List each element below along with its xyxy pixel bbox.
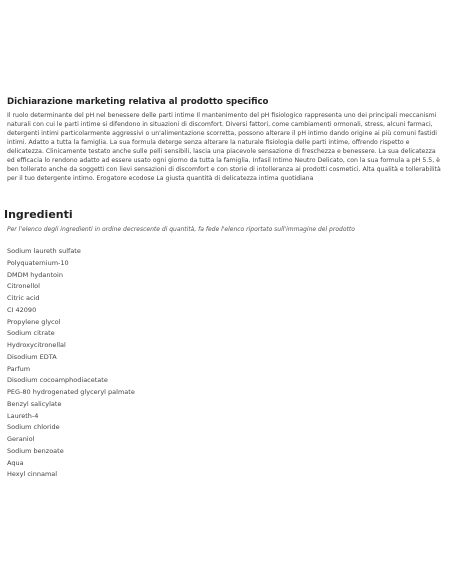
ingredient-item: Disodium cocoamphodiacetate bbox=[7, 376, 108, 385]
ingredient-item: PEG-80 hydrogenated glyceryl palmate bbox=[7, 388, 135, 396]
ingredient-item: Sodium benzoate bbox=[7, 446, 64, 455]
ingredients-section bbox=[4, 207, 444, 481]
ingredient-item: Laureth-4 bbox=[7, 411, 39, 420]
ingredient-item: Benzyl salicylate bbox=[7, 399, 62, 408]
ingredient-item: Sodium laureth sulfate bbox=[7, 247, 81, 255]
marketing-title: Dichiarazione marketing relativa al prodotto specifico bbox=[7, 97, 269, 107]
ingredient-item: Hydroxycitronellal bbox=[7, 341, 66, 349]
ingredients-note: Per l'elenco degli ingredienti in ordine decrescente di quantità, fa fede l'elenco riportato sull'immagine del prodotto bbox=[7, 226, 355, 233]
ingredient-item: Polyquaternium-10 bbox=[7, 258, 69, 267]
marketing-section bbox=[7, 97, 445, 183]
marketing-text: Il ruolo determinante del pH nel benessere delle parti intime Il mantenimento del pH fisiologico rappresenta uno dei principali meccanismi naturali con cui le parti intime si difendono in situazioni di discomfort. Diversi fattori, come cambiamenti ormonali, stress, alcuni farmaci, detergenti intimi particolarmente aggressivi o un'alimentazione scorretta, possono alterare il pH intimo dando origine ai più comuni fastidi intimi. Adatto a tutta la famiglia. La sua formula deterge senza alterare la naturale fisiologia delle parti intime, offrendo rispetto e delicatezza. Clinicamente testato anche sulle pelli sensibili, lascia una piacevole sensazione di freschezza e benessere. La sua delicatezza ed efficacia lo rendono adatto ad essere usato ogni giorno da tutta la famiglia. Infasil Intimo Neutro Delicato, con la sua formula a pH 5.5, è ben tollerato anche da soggetti con lievi sensazioni di discomfort e con storie di intolleranza ai prodotti cosmetici. Alta qualità e tollerabilità per il tuo detergente intimo. Erogatore ecodose La giusta quantità di delicatezza intima quotidiana bbox=[7, 112, 441, 182]
ingredient-item: Aqua bbox=[7, 458, 24, 467]
ingredients-title: Ingredienti bbox=[4, 208, 73, 221]
ingredients-list bbox=[7, 246, 444, 481]
ingredient-item: Citric acid bbox=[7, 294, 40, 302]
ingredient-item: CI 42090 bbox=[7, 305, 37, 314]
ingredient-item: Citronellol bbox=[7, 282, 40, 291]
ingredient-item: DMDM hydantoin bbox=[7, 270, 63, 279]
ingredient-item: Hexyl cinnamal bbox=[7, 470, 58, 479]
ingredient-item: Parfum bbox=[7, 364, 31, 373]
ingredient-item: Geraniol bbox=[7, 435, 35, 443]
ingredient-item: Propylene glycol bbox=[7, 317, 61, 326]
ingredient-item: Sodium chloride bbox=[7, 423, 60, 432]
ingredient-item: Sodium citrate bbox=[7, 329, 55, 338]
ingredient-item: Disodium EDTA bbox=[7, 352, 57, 361]
